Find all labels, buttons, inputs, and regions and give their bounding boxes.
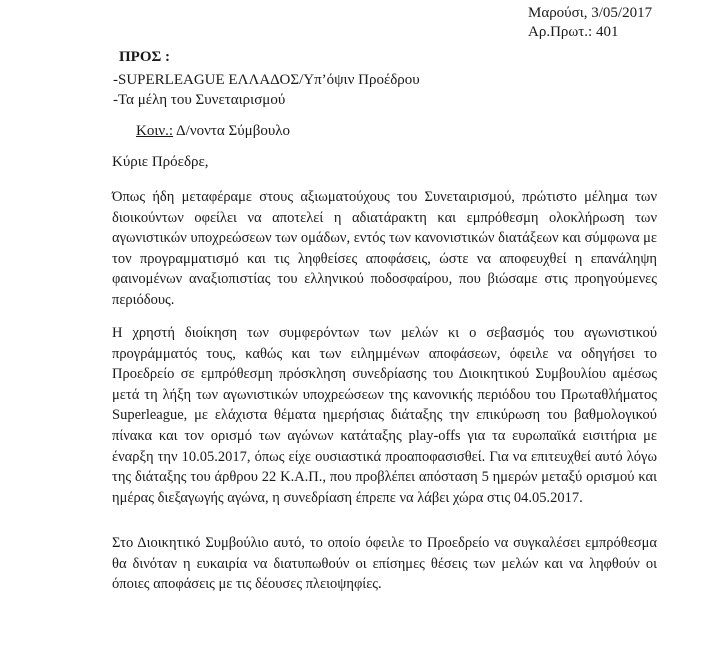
recipients-list xyxy=(113,70,420,110)
cc-label: Κοιν.: xyxy=(136,123,174,139)
body-paragraph-2: Η χρηστή διοίκηση των συμφερόντων των μελών κι ο σεβασμός του αγωνιστικού προγράμματός τους, καθώς και των ειλημμένων αποφάσεων, όφειλε να οδηγήσει το Προεδρείο σε εμπρόθεσμη πρόσκληση συνεδρίασης του Διοικητικού Συμβουλίου αμέσως μετά τη λήξη των αγωνιστικών υποχρεώσεων της κανονικής περιόδου του Πρωταθλήματος Superleague, με ελάχιστα θέματα ημερήσιας διάταξης την επικύρωση του βαθμολογικού πίνακα και τον ορισμό των αγώνων κατάταξης play-offs για τα ευρωπαϊκά εισιτήρια με έναρξη την 10.05.2017, όπως είχε ουσιαστικά προαποφασισθεί. Για να επιτευχθεί αυτό λόγω της διάταξης του άρθρου 22 Κ.Α.Π., που προβλέπει απόσταση 5 ημερών μεταξύ ορισμού και ημέρας διεξαγωγής αγώνα, η συνεδρίαση έπρεπε να λάβει χώρα στις 04.05.2017. xyxy=(112,325,657,506)
cc-value: Δ/νοντα Σύμβουλο xyxy=(173,123,291,139)
recipient-item: -Τα μέλη του Συνεταιρισμού xyxy=(113,92,286,108)
protocol-number: Αρ.Πρωτ.: 401 xyxy=(528,24,619,40)
cc-line xyxy=(136,123,290,140)
body-paragraph-3: Στο Διοικητικό Συμβούλιο αυτό, το οποίο όφειλε το Προεδρείο να συγκαλέσει εμπρόθεσμα θα δινόταν η ευκαιρία να διατυπωθούν οι επίσημες θέσεις των μελών και να ληφθούν οι όποιες αποφάσεις με τις δέουσες πλειοψηφίες. xyxy=(112,535,657,593)
greeting: Κύριε Πρόεδρε, xyxy=(112,154,209,170)
recipient-item: -SUPERLEAGUE ΕΛΛΑΔΟΣ/Υπ’όψιν Προέδρου xyxy=(113,72,420,88)
body-paragraph-1: Όπως ήδη μεταφέραμε στους αξιωματούχους του Συνεταιρισμού, πρώτιστο μέλημα των διοικούντων οφείλει να αποτελεί η αδιατάρακτη και εμπρόθεσμη ολοκλήρωση των αγωνιστικών υποχρεώσεων των ομάδων, εντός των κανονιστικών διατάξεων και σύμφωνα με τον προγραμματισμό και τις ληφθείσες αποφάσεις, ώστε να αποφευχθεί η επανάληψη φαινομένων αναξιοπιστίας του ελληνικού ποδοσφαίρου, που βιώσαμε στις προηγούμενες περιόδους. xyxy=(112,189,657,308)
letter-header xyxy=(528,4,652,42)
to-heading: ΠΡΟΣ : xyxy=(119,49,171,65)
place-date: Μαρούσι, 3/05/2017 xyxy=(528,5,653,21)
